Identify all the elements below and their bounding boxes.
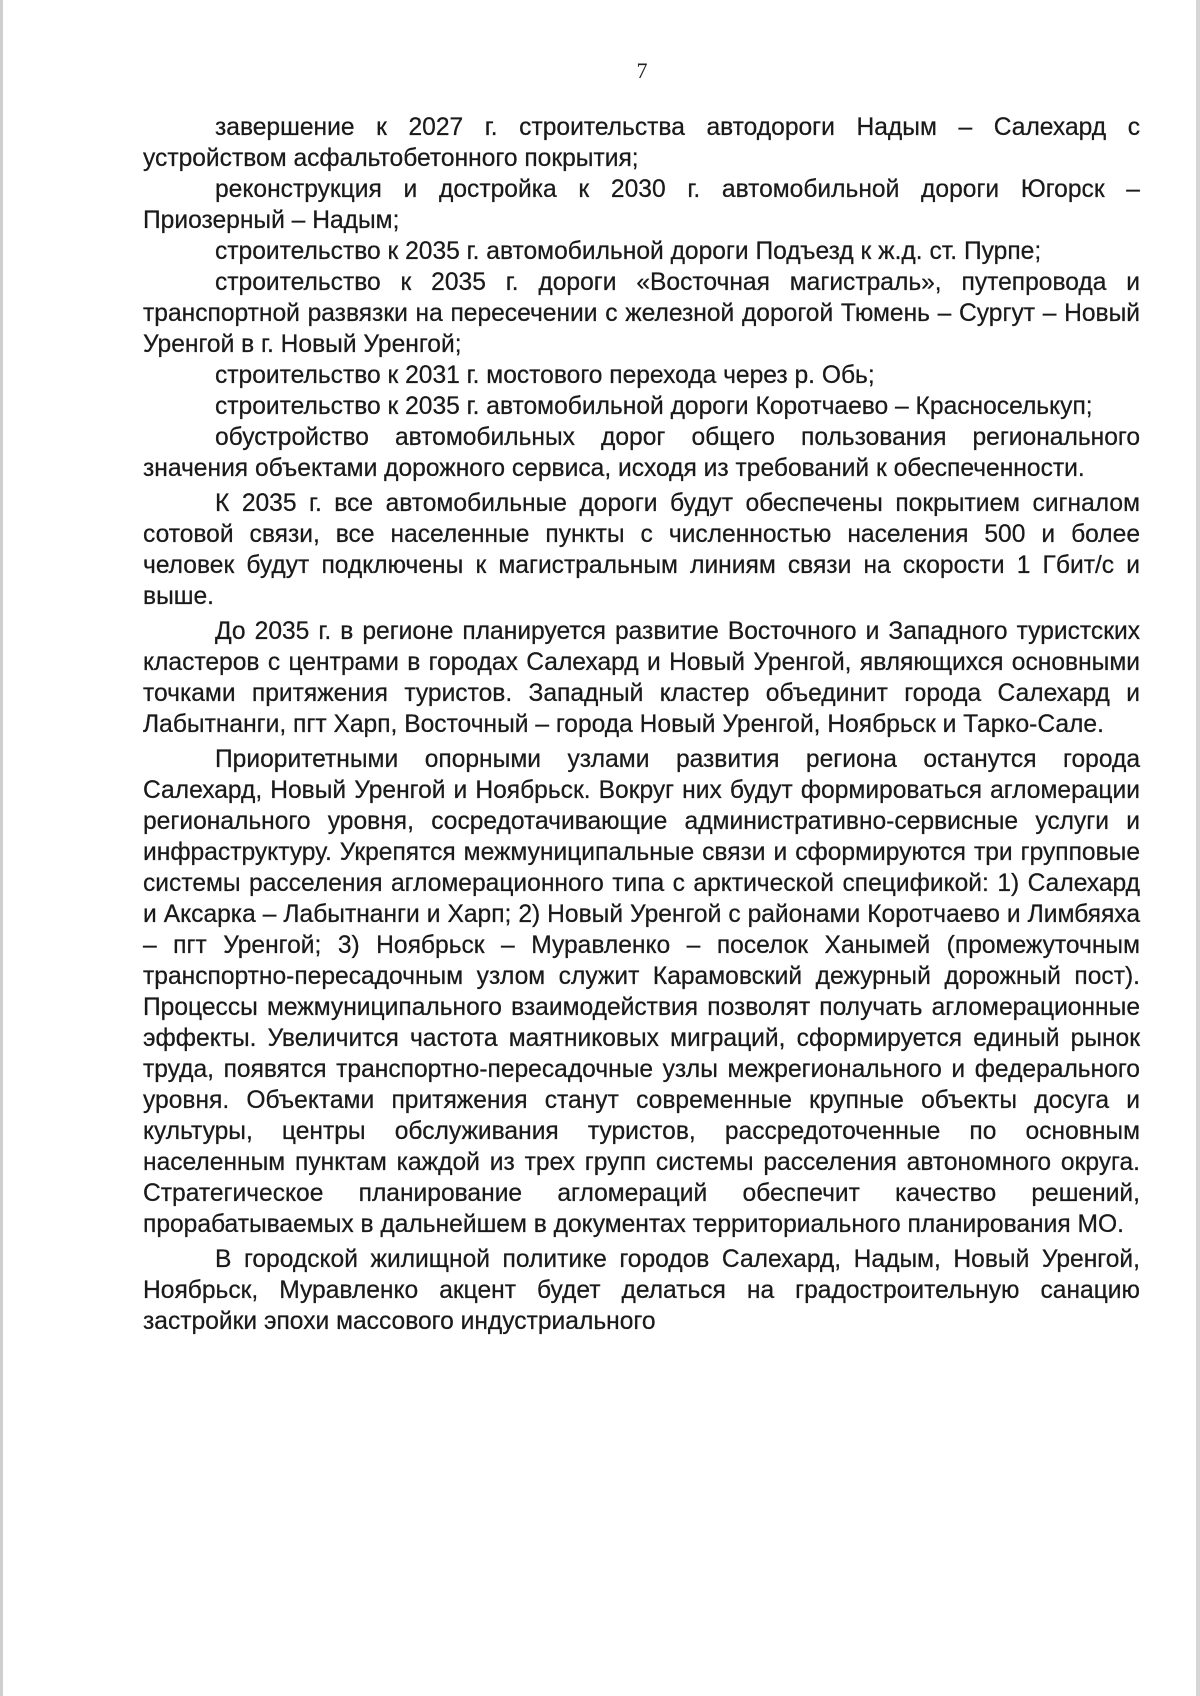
list-item-road-purpe: строительство к 2035 г. автомобильной дороги Подъезд к ж.д. ст. Пурпе; [215, 238, 1042, 265]
list-item-road-korotchaevo: строительство к 2035 г. автомобильной дороги Коротчаево – Красноселькуп; [215, 393, 1093, 420]
scan-edge-right [1196, 0, 1200, 1696]
list-item-road-yugorsk-nadym: реконструкция и достройка к 2030 г. автомобильной дороги Югорск – Приозерный – Надым; [143, 176, 1140, 234]
paragraph-connectivity: К 2035 г. все автомобильные дороги будут обеспечены покрытием сигналом сотовой связи, все населенные пункты с численностью населения 500 и более человек будут подключены к магистральным линиям связи на скорости 1 Гбит/с и выше. [143, 490, 1140, 610]
paragraph-agglomerations: Приоритетными опорными узлами развития региона останутся города Салехард, Новый Уренгой и Ноябрьск. Вокруг них будут формироваться агломерации регионального уровня, сосредотачивающие административно-сервисные услуги и инфраструктуру. Укрепятся межмуниципальные связи и сформируются три групповые системы расселения агломерационного типа с арктической спецификой: 1) Салехард и Аксарка – Лабытнанги и Харп; 2) Новый Уренгой с районами Коротчаево и Лимбяяха – пгт Уренгой; 3) Ноябрьск – Муравленко – поселок Ханымей (промежуточным транспортно-пересадочным узлом служит Карамовский дежурный дорожный пост). Процессы межмуниципального взаимодействия позволят получать агломерационные эффекты. Увеличится частота маятниковых миграций, сформируется единый рынок труда, появятся транспортно-пересадочные узлы межрегионального и федерального уровня. Объектами притяжения станут современные крупные объекты досуга и культуры, центры обслуживания туристов, рассредоточенные по основным населенным пунктам каждой из трех групп системы расселения автономного округа. Стратегическое планирование агломераций обеспечит качество решений, прорабатываемых в дальнейшем в документах территориального планирования МО. [143, 746, 1140, 1238]
paragraph-housing-policy: В городской жилищной политике городов Салехард, Надым, Новый Уренгой, Ноябрьск, Муравленко акцент будет делаться на градостроительную санацию застройки эпохи массового индустриального [143, 1246, 1140, 1335]
list-item-eastern-highway: строительство к 2035 г. дороги «Восточная магистраль», путепровода и транспортной развязки на пересечении с железной дорогой Тюмень – Сургут – Новый Уренгой в г. Новый Уренгой; [143, 269, 1140, 358]
paragraph-tourism-clusters: До 2035 г. в регионе планируется развитие Восточного и Западного туристских кластеров с центрами в городах Салехард и Новый Уренгой, являющихся основными точками притяжения туристов. Западный кластер объединит города Салехард и Лабытнанги, пгт Харп, Восточный – города Новый Уренгой, Ноябрьск и Тарко-Сале. [143, 618, 1140, 738]
document-body [143, 112, 1140, 1337]
scan-edge-left [0, 0, 3, 1696]
list-item-road-service: обустройство автомобильных дорог общего пользования регионального значения объектами дорожного сервиса, исходя из требований к обеспеченности. [143, 424, 1140, 482]
list-item-ob-bridge: строительство к 2031 г. мостового перехода через р. Обь; [215, 362, 875, 389]
page-number: 7 [636, 58, 648, 83]
list-item-road-nadym-salekhard: завершение к 2027 г. строительства автодороги Надым – Салехард с устройством асфальтобетонного покрытия; [143, 114, 1140, 172]
